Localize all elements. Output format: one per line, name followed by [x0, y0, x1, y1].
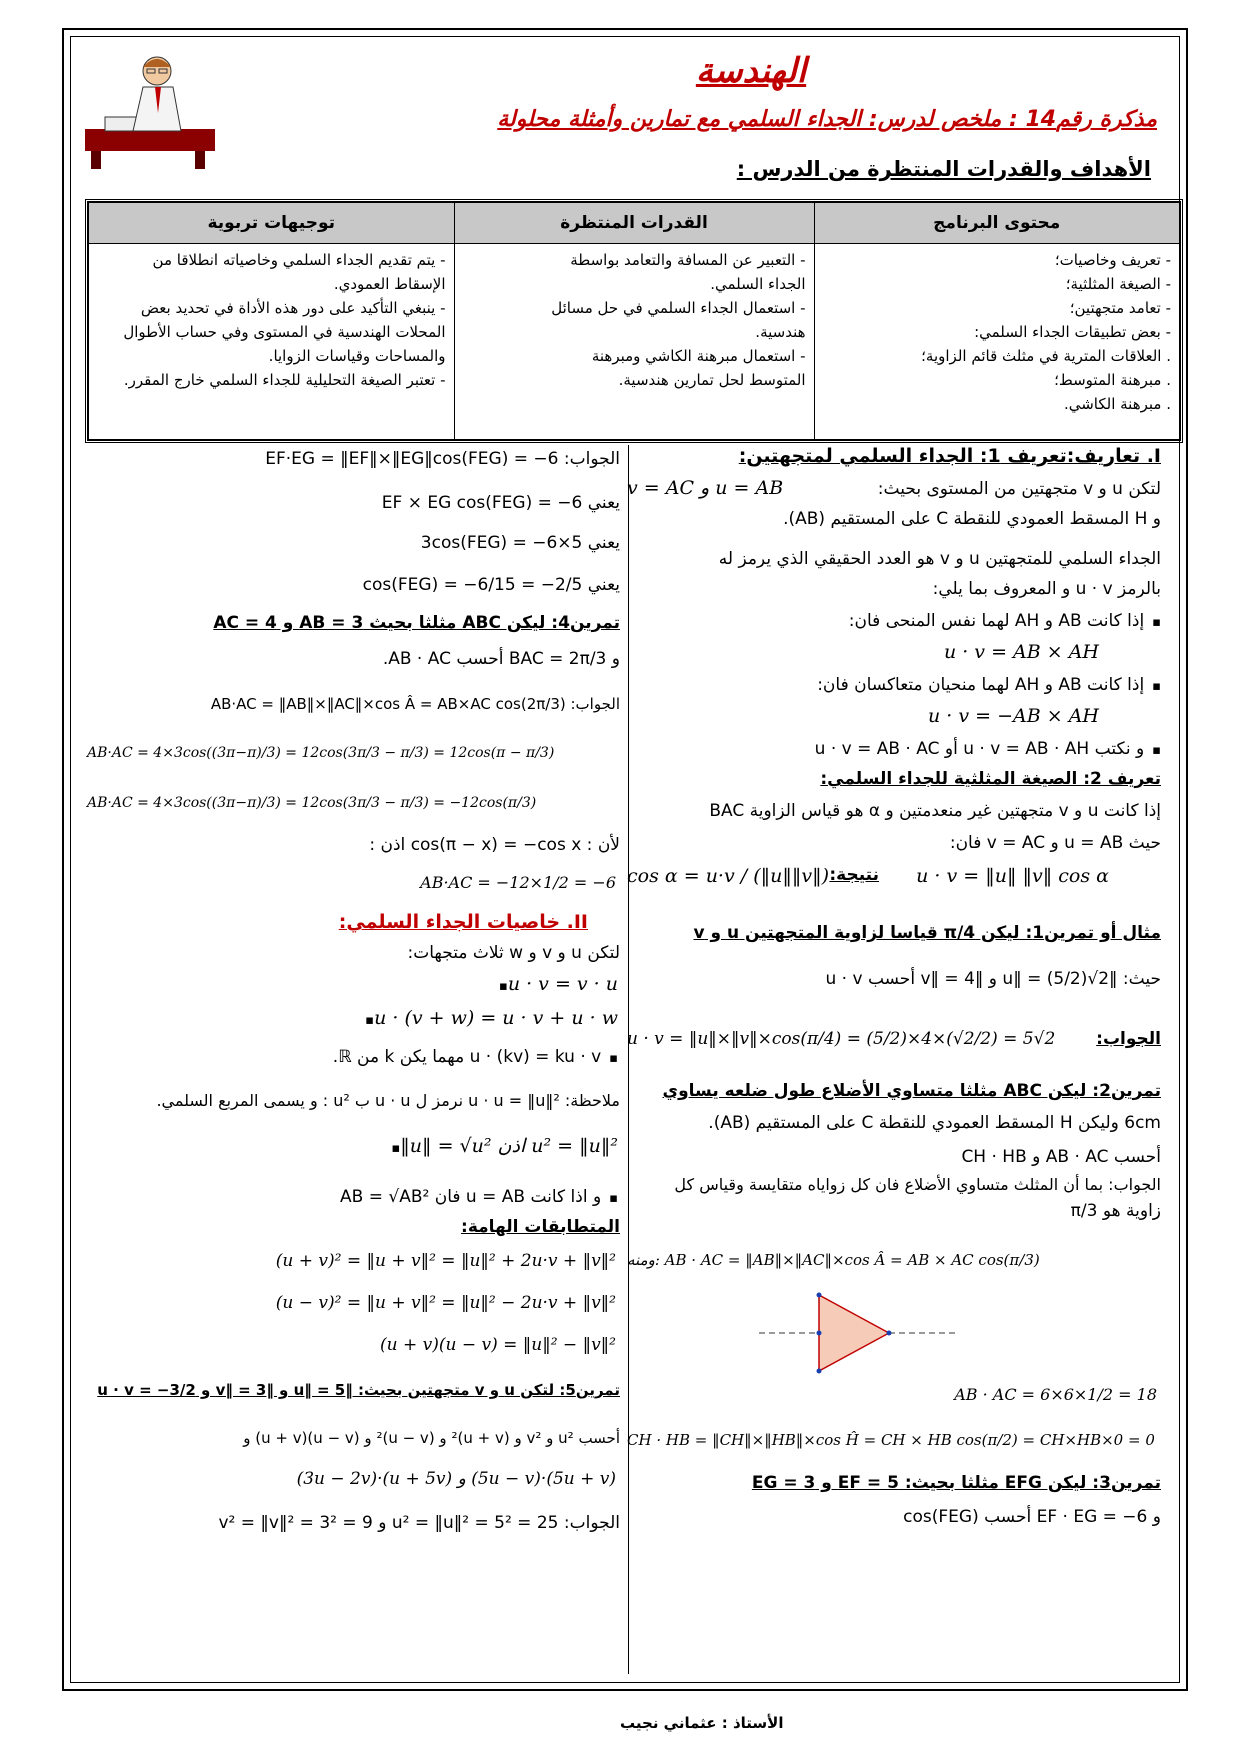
- text-line: ▪ إذا كانت AB و AH لهما منحيان متعاكسان فان:: [817, 675, 1161, 695]
- col-abilities-header: القدرات المنتظرة: [454, 203, 814, 244]
- table-line: الجداء السلمي.: [710, 275, 806, 293]
- table-line: - التعبير عن المسافة والتعامد بواسطة: [570, 251, 806, 269]
- formula: u · v = −AB × AH: [928, 705, 1099, 727]
- table-line: - تعريف وخاصيات؛: [1054, 251, 1171, 269]
- text-line: يعني 5×3cos(FEG) = −6: [420, 533, 620, 553]
- table-line: - استعمال مبرهنة الكاشي ومبرهنة: [591, 347, 806, 365]
- answer-label: الجواب:: [1096, 1029, 1161, 1049]
- formula: v = AC و u = AB: [627, 477, 784, 499]
- section-1-title: I. تعاريف:تعريف 1: الجداء السلمي لمتجهتين:: [738, 445, 1161, 467]
- table-line: . العلاقات المترية في مثلث قائم الزاوية؛: [921, 347, 1171, 365]
- author-footer: الأستاذ : عثماني نجيب: [620, 1714, 784, 1732]
- text-line: أحسب AB · AC و CH · HB: [961, 1147, 1161, 1167]
- result-label: نتيجة:: [829, 865, 879, 885]
- formula: ومنه: AB · AC = ‖AB‖×‖AC‖×cos Â = AB × AC cos(π/3): [627, 1251, 1040, 1269]
- col-guidance-header: توجيهات تربوية: [89, 203, 455, 244]
- text-line: الجواب: EF·EG = ‖EF‖×‖EG‖cos(FEG) = −6: [265, 449, 620, 469]
- text-line: ▪ إذا كانت AB و AH لهما نفس المنحى فان:: [849, 611, 1161, 631]
- text-line: و H المسقط العمودي للنقطة C على المستقيم (AB).: [783, 509, 1161, 529]
- table-line: هندسية.: [755, 323, 806, 341]
- teacher-illustration: [85, 47, 215, 169]
- identities-title: المتطابقات الهامة:: [461, 1217, 620, 1237]
- formula: AB · AC = 6×6×1/2 = 18: [954, 1385, 1157, 1404]
- table-line: المحلات الهندسية في المستوى وفي حساب الأطوال: [123, 323, 446, 341]
- text-line: زاوية هو π/3: [1070, 1201, 1161, 1221]
- formula: (3u − 2v)·(u + 5v) و (5u − v)·(5u + v): [296, 1469, 616, 1489]
- text-line: حيث u = AB و v = AC فان:: [949, 833, 1161, 853]
- formula: ▪ u · (v + w) = u · v + u · w: [357, 1007, 618, 1029]
- formula: u · v = AB × AH: [943, 641, 1099, 663]
- text-line: ▪ و اذا كانت u = AB فان AB = √AB²: [340, 1187, 618, 1207]
- text-line: لأن : cos(π − x) = −cos x اذن :: [369, 835, 620, 855]
- page-frame: [62, 28, 1188, 1691]
- table-line: - تعتبر الصيغة التحليلية للجداء السلمي خارج المقرر.: [123, 371, 446, 389]
- formula: (u − v)² = ‖u + v‖² = ‖u‖² − 2u·v + ‖v‖²: [275, 1293, 616, 1313]
- exercise-5-title: تمرين5: لتكن u و v متجهتين بحيث: ‖u‖ = 5 و ‖v‖ = 3 و u · v = −3/2: [97, 1381, 620, 1399]
- table-line: - تعامد متجهتين؛: [1069, 299, 1171, 317]
- left-column: [79, 445, 629, 1674]
- table-line: - ينبغي التأكيد على دور هذه الأداة في تحديد بعض: [140, 299, 446, 317]
- col-content-header: محتوى البرنامج: [814, 203, 1179, 244]
- text-line: يعني cos(FEG) = −6/15 = −2/5: [362, 575, 620, 595]
- memo-title: مذكرة رقم14 : ملخص لدرس: الجداء السلمي مع تمارين وأمثلة محلولة: [497, 107, 1157, 132]
- text-line: يعني EF × EG cos(FEG) = −6: [381, 493, 620, 513]
- text-line: ▪ u · (kv) = ku · v مهما يكن k من ℝ.: [333, 1047, 618, 1067]
- text-line: أحسب u² و v² و (u + v)² و (u − v)² و (u − v)(u + v) و: [243, 1429, 620, 1447]
- subject-title: الهندسة: [695, 51, 807, 91]
- inner-frame: [70, 36, 1180, 1683]
- col-abilities-cell: [454, 244, 814, 440]
- col-content-cell: [814, 244, 1179, 440]
- table-line: - بعض تطبيقات الجداء السلمي:: [974, 323, 1171, 341]
- definition-2-title: تعريف 2: الصيغة المثلثية للجداء السلمي:: [820, 769, 1161, 789]
- text-line: بالرمز u · v و المعروف بما يلي:: [932, 579, 1161, 599]
- formula: u · v = ‖u‖ ‖v‖ cos α: [916, 865, 1109, 887]
- note-line: ملاحظة: u · u = ‖u‖² نرمز ل u · u ب u² : و يسمى المربع السلمي.: [156, 1091, 620, 1110]
- formula: AB·AC = −12×1/2 = −6: [420, 873, 616, 892]
- formula: ▪ ‖u‖ = √u² اذن u² = ‖u‖²: [383, 1135, 618, 1157]
- table-line: - الصيغة المثلثية؛: [1065, 275, 1171, 293]
- text-line: الجواب: بما أن المثلث متساوي الأضلاع فان كل زواياه متقايسة وقياس كل: [674, 1175, 1161, 1194]
- text-line: لتكن u و v متجهتين من المستوى بحيث:: [877, 479, 1161, 499]
- formula: AB·AC = 4×3cos((3π−π)/3) = 12cos(3π/3 − π/3) = 12cos(π − π/3): [87, 745, 555, 761]
- text-line: الجواب: u² = ‖u‖² = 5² = 25 و v² = ‖v‖² = 3² = 9: [218, 1513, 620, 1533]
- formula: (u + v)(u − v) = ‖u‖² − ‖v‖²: [379, 1335, 616, 1355]
- text-line: حيث: ‖u‖ = (5/2)√2 و ‖v‖ = 4 أحسب u · v: [825, 969, 1161, 989]
- exercise-3-title: تمرين3: ليكن EFG مثلثا بحيث: EF = 5 و EG = 3: [751, 1473, 1161, 1493]
- formula: u · v = ‖u‖×‖v‖×cos(π/4) = (5/2)×4×(√2/2) = 5√2: [627, 1029, 1056, 1049]
- text-line: الجواب: AB·AC = ‖AB‖×‖AC‖×cos Â = AB×AC cos(2π/3): [210, 695, 620, 713]
- table-line: الإسقاط العمودي.: [333, 275, 446, 293]
- formula: (u + v)² = ‖u + v‖² = ‖u‖² + 2u·v + ‖v‖²: [275, 1251, 616, 1271]
- exercise-2-title: تمرين2: ليكن ABC مثلثا متساوي الأضلاع طول ضلعه يساوي: [662, 1081, 1161, 1101]
- goals-heading: الأهداف والقدرات المنتظرة من الدرس :: [736, 157, 1151, 181]
- exercise-4-title: تمرين4: ليكن ABC مثلثا بحيث AB = 3 و AC = 4: [213, 613, 620, 633]
- table-line: . مبرهنة الكاشي.: [1063, 395, 1171, 413]
- table-line: والمساحات وقياسات الزوايا.: [268, 347, 446, 365]
- text-line: ▪ و نكتب u · v = AB · AH أو u · v = AB · AC: [815, 739, 1161, 759]
- text-line: لتكن u و v و w ثلاث متجهات:: [407, 943, 620, 963]
- program-table: [85, 199, 1183, 443]
- formula: cos α = u·v / (‖u‖‖v‖): [627, 865, 829, 887]
- text-line: 6cm وليكن H المسقط العمودي للنقطة C على المستقيم (AB).: [708, 1113, 1161, 1133]
- col-guidance-cell: [89, 244, 455, 440]
- triangle-figure: [759, 1287, 959, 1387]
- formula: CH · HB = ‖CH‖×‖HB‖×cos Ĥ = CH × HB cos(π/2) = CH×HB×0 = 0: [627, 1431, 1155, 1449]
- table-line: المتوسط لحل تمارين هندسية.: [618, 371, 806, 389]
- text-line: الجداء السلمي للمتجهتين u و v هو العدد الحقيقي الذي يرمز له: [718, 549, 1161, 569]
- formula: ▪ u · v = v · u: [491, 973, 618, 995]
- formula: AB·AC = 4×3cos((3π−π)/3) = 12cos(3π/3 − π/3) = −12cos(π/3): [87, 795, 537, 811]
- table-line: - استعمال الجداء السلمي في حل مسائل: [551, 299, 806, 317]
- section-2-title: II. خاصيات الجداء السلمي:: [338, 911, 588, 933]
- right-column: [619, 445, 1169, 1674]
- table-line: . مبرهنة المتوسط؛: [1054, 371, 1171, 389]
- text-line: و EF · EG = −6 أحسب cos(FEG): [903, 1507, 1161, 1527]
- text-line: إذا كانت u و v متجهتين غير منعدمتين و α هو قياس الزاوية BAC: [709, 801, 1161, 821]
- table-line: - يتم تقديم الجداء السلمي وخاصياته انطلاقا من: [152, 251, 446, 269]
- example-1-title: مثال أو تمرين1: ليكن π/4 قياسا لزاوية المتجهتين u و v: [693, 923, 1161, 943]
- text-line: و BAC = 2π/3 أحسب AB · AC.: [382, 649, 620, 669]
